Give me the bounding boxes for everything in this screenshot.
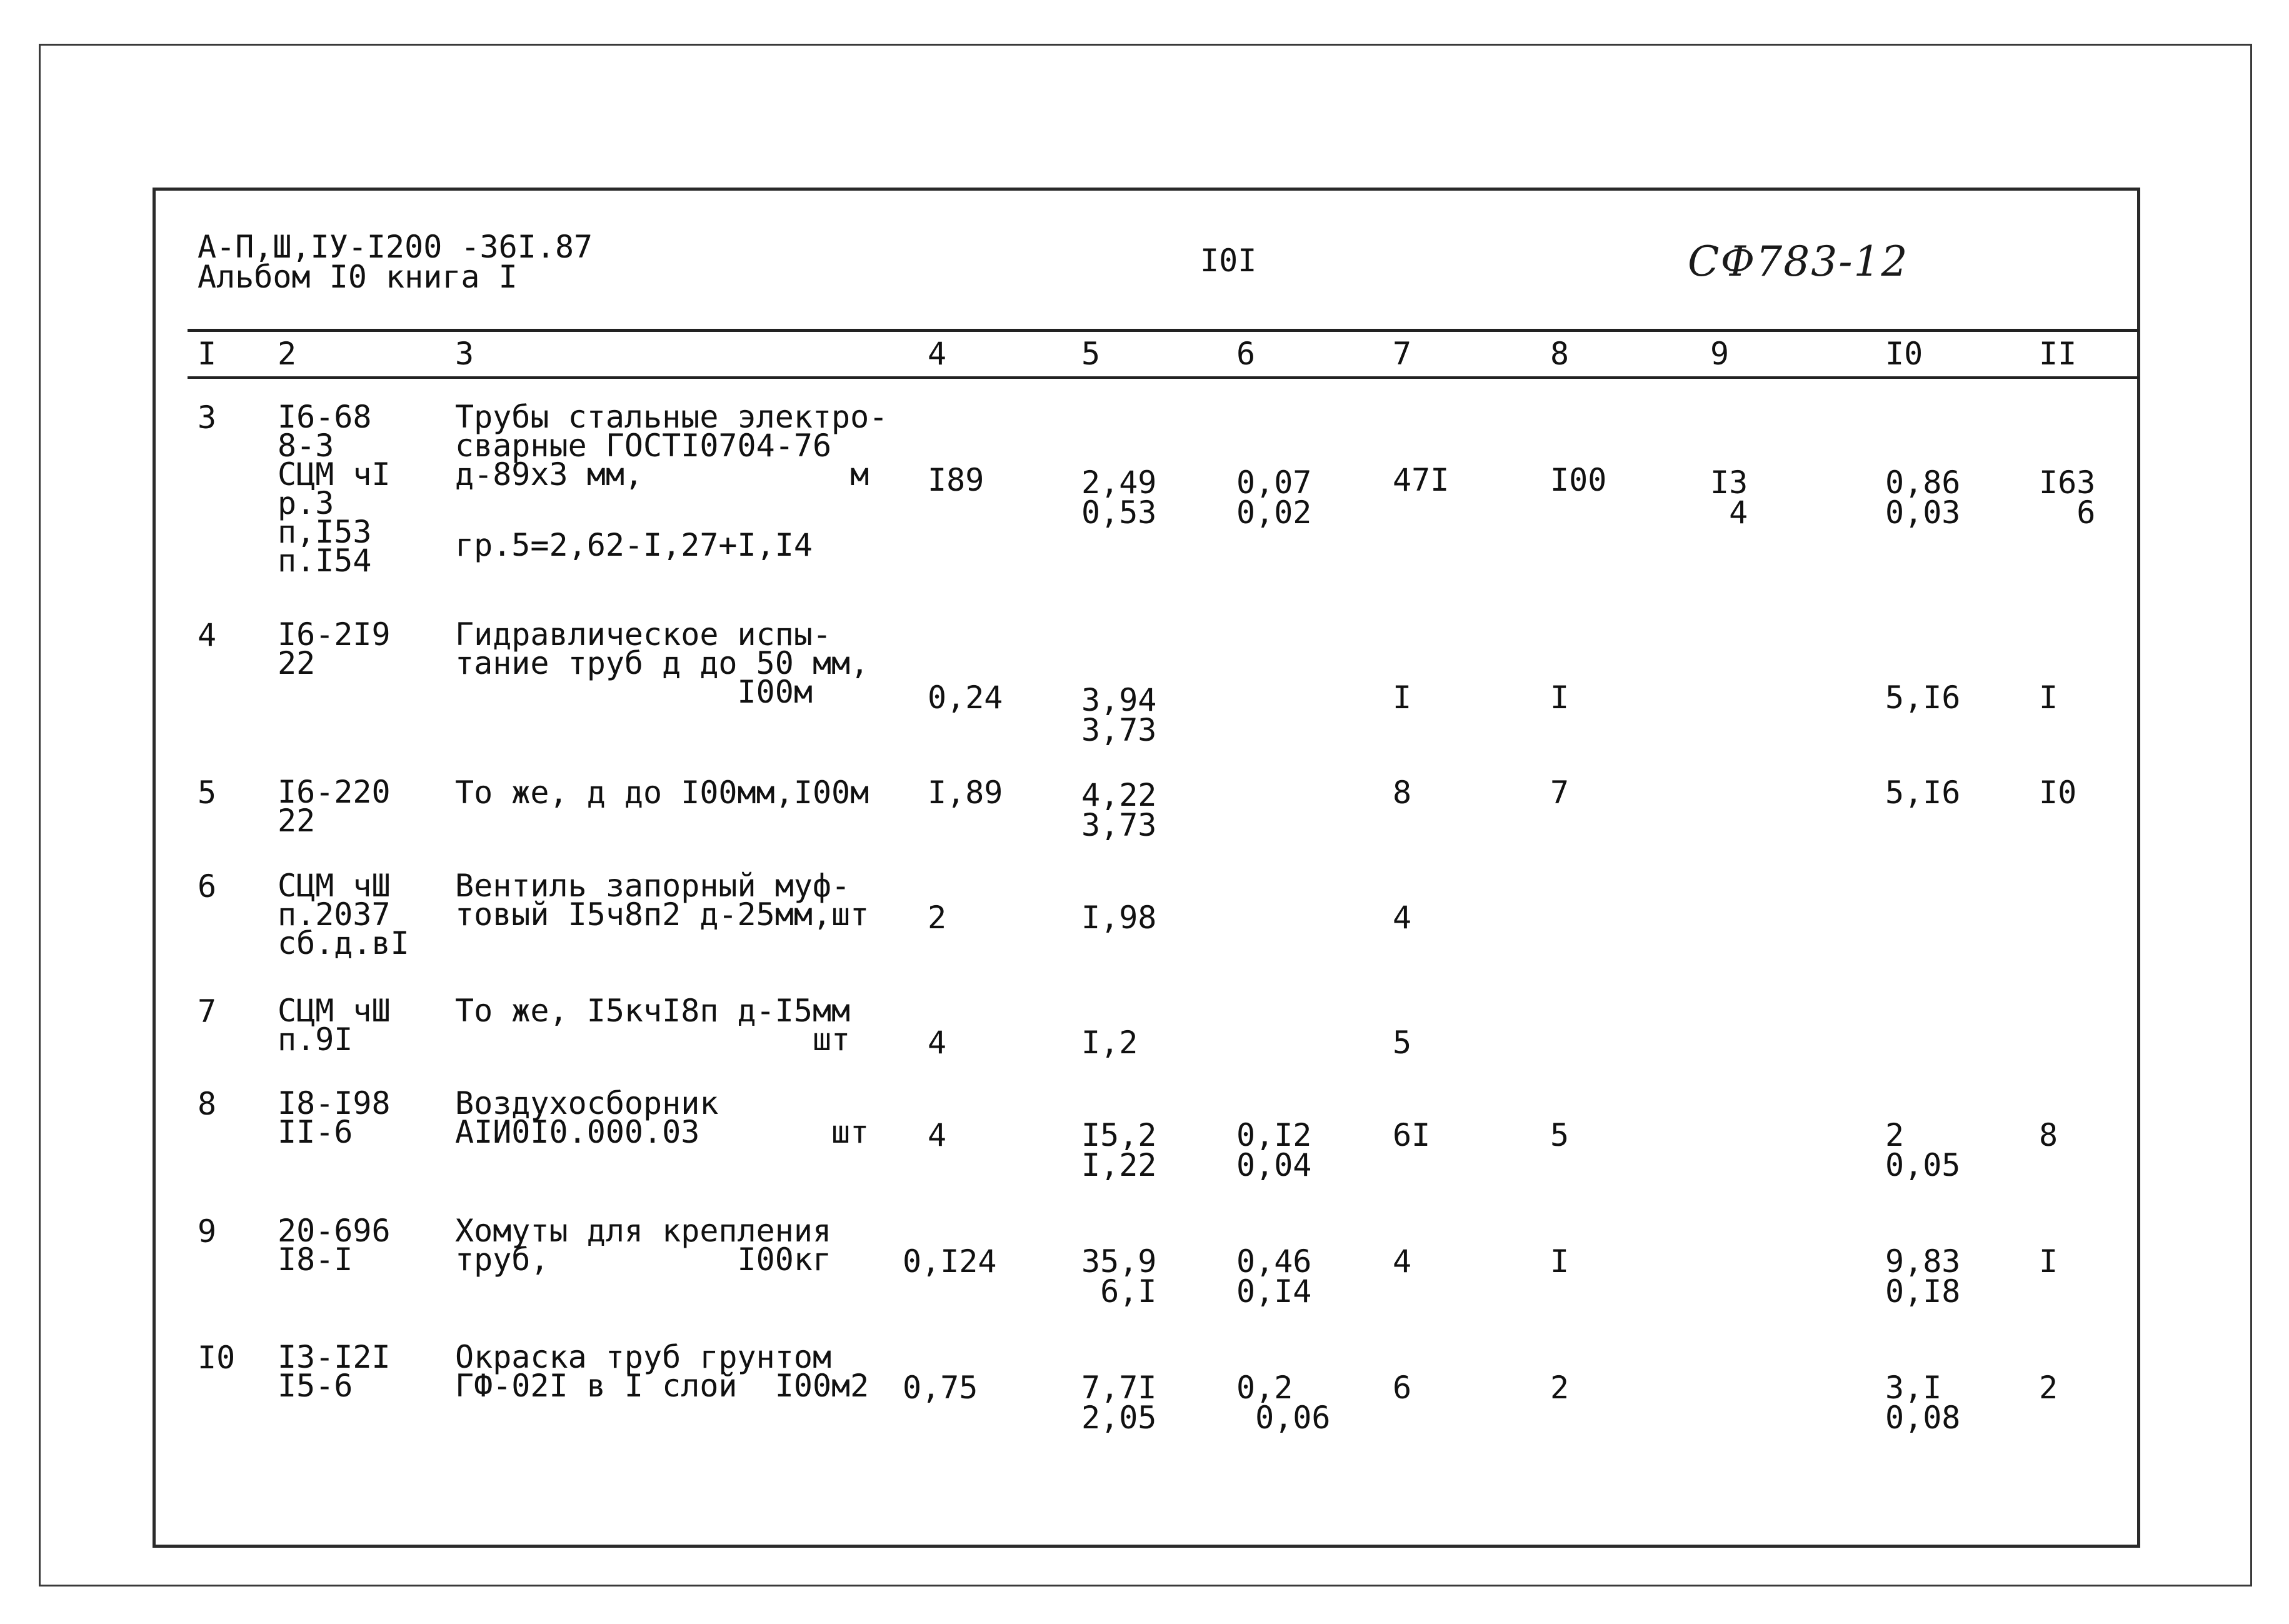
- col10-value: 3,I 0,08: [1885, 1370, 1961, 1436]
- col5-value: 3,94 3,73: [1081, 682, 1157, 748]
- col7-value: 5: [1393, 1025, 1412, 1061]
- norm-reference: I6-220 22: [278, 774, 391, 839]
- column-header: I: [198, 336, 217, 372]
- row-number: I0: [198, 1340, 236, 1376]
- document-code: А-П,Ш,IУ-I200 -36I.87: [198, 229, 593, 265]
- col11-value: I: [2039, 1243, 2058, 1280]
- column-header: 9: [1710, 336, 1730, 372]
- col7-value: 8: [1393, 774, 1412, 811]
- work-description: Воздухосборник АIИ0I0.000.03 шт: [455, 1085, 869, 1150]
- col6-value: 0,I2 0,04: [1236, 1117, 1312, 1183]
- quantity: I89: [928, 462, 984, 498]
- form-frame: [153, 188, 2140, 1548]
- col5-value: 7,7I 2,05: [1081, 1370, 1157, 1436]
- quantity: 4: [928, 1025, 947, 1061]
- work-description: Вентиль запорный муф- товый I5ч8п2 д-25мм,шт: [455, 868, 869, 933]
- col7-value: I: [1393, 679, 1412, 716]
- col7-value: 6I: [1393, 1117, 1431, 1153]
- col10-value: 5,I6: [1885, 679, 1961, 716]
- row-number: 7: [198, 993, 217, 1030]
- quantity: 0,24: [928, 679, 1003, 716]
- norm-reference: СЦМ чШ п.2037 сб.д.вI: [278, 868, 409, 961]
- column-header: 7: [1393, 336, 1412, 372]
- col9-value: I3 4: [1710, 464, 1748, 531]
- col8-value: I: [1550, 1243, 1570, 1280]
- col6-value: 0,46 0,I4: [1236, 1243, 1312, 1310]
- work-description: То же, I5кчI8п д-I5мм шт: [455, 993, 851, 1058]
- col11-value: 2: [2039, 1370, 2058, 1406]
- col5-value: 35,9 6,I: [1081, 1243, 1157, 1310]
- col8-value: 2: [1550, 1370, 1570, 1406]
- column-header: 8: [1550, 336, 1570, 372]
- quantity: 4: [928, 1117, 947, 1153]
- column-header: 6: [1236, 336, 1256, 372]
- col7-value: 4: [1393, 1243, 1412, 1280]
- col10-value: 9,83 0,I8: [1885, 1243, 1961, 1310]
- row-number: 3: [198, 399, 217, 436]
- norm-reference: I8-I98 II-6: [278, 1085, 391, 1150]
- norm-reference: I3-I2I I5-6: [278, 1339, 391, 1404]
- col7-value: 6: [1393, 1370, 1412, 1406]
- work-description: Окраска труб грунтом ГФ-02I в I слой I00м2: [455, 1339, 869, 1404]
- quantity: I,89: [928, 774, 1003, 811]
- column-header: 4: [928, 336, 947, 372]
- row-number: 4: [198, 617, 217, 653]
- quantity: 0,75: [903, 1370, 978, 1406]
- work-description: Трубы стальные электро- сварные ГОСТI0704-76 д-89х3 мм, м: [455, 399, 888, 493]
- col7-value: 4: [1393, 900, 1412, 936]
- col8-value: I00: [1550, 462, 1607, 498]
- table-top-rule: [188, 329, 2139, 332]
- quantity: 0,I24: [903, 1243, 997, 1280]
- handwritten-sheet-code: СФ783-12: [1688, 238, 1909, 286]
- col6-value: 0,07 0,02: [1236, 464, 1312, 531]
- column-header: I0: [1885, 336, 1923, 372]
- page-number: I0I: [1200, 243, 1257, 279]
- norm-reference: 20-696 I8-I: [278, 1213, 391, 1278]
- row-number: 8: [198, 1086, 217, 1122]
- col7-value: 47I: [1393, 462, 1450, 498]
- column-header: 3: [455, 336, 474, 372]
- col5-value: I,98: [1081, 900, 1157, 936]
- work-formula: гр.5=2,62-I,27+I,I4: [455, 527, 813, 563]
- column-header: 2: [278, 336, 297, 372]
- col5-value: 2,49 0,53: [1081, 464, 1157, 531]
- row-number: 6: [198, 868, 217, 905]
- quantity: 2: [928, 900, 947, 936]
- col11-value: I0: [2039, 774, 2077, 811]
- col11-value: 8: [2039, 1117, 2058, 1153]
- album-label: Альбом I0 книга I: [198, 259, 518, 295]
- col5-value: I,2: [1081, 1025, 1138, 1061]
- col6-value: 0,2 0,06: [1236, 1370, 1331, 1436]
- work-description: Гидравлическое испы- тание труб д до 50 мм, I00м: [455, 616, 869, 710]
- row-number: 5: [198, 774, 217, 811]
- column-header: 5: [1081, 336, 1101, 372]
- norm-reference: I6-68 8-3 СЦМ чI р.3 п,I53 п.I54: [278, 399, 391, 579]
- col11-value: I63 6: [2039, 464, 2096, 531]
- col10-value: 5,I6: [1885, 774, 1961, 811]
- col5-value: I5,2 I,22: [1081, 1117, 1157, 1183]
- col11-value: I: [2039, 679, 2058, 716]
- table-header-rule: [188, 376, 2139, 379]
- work-description: Хомуты для крепления труб, I00кг: [455, 1213, 832, 1278]
- norm-reference: СЦМ чШ п.9I: [278, 993, 391, 1058]
- col8-value: I: [1550, 679, 1570, 716]
- col5-value: 4,22 3,73: [1081, 777, 1157, 843]
- col10-value: 2 0,05: [1885, 1117, 1961, 1183]
- work-description: То же, д до I00мм,I00м: [455, 774, 869, 811]
- norm-reference: I6-2I9 22: [278, 616, 391, 681]
- col8-value: 5: [1550, 1117, 1570, 1153]
- col8-value: 7: [1550, 774, 1570, 811]
- column-header: II: [2039, 336, 2077, 372]
- row-number: 9: [198, 1213, 217, 1250]
- col10-value: 0,86 0,03: [1885, 464, 1961, 531]
